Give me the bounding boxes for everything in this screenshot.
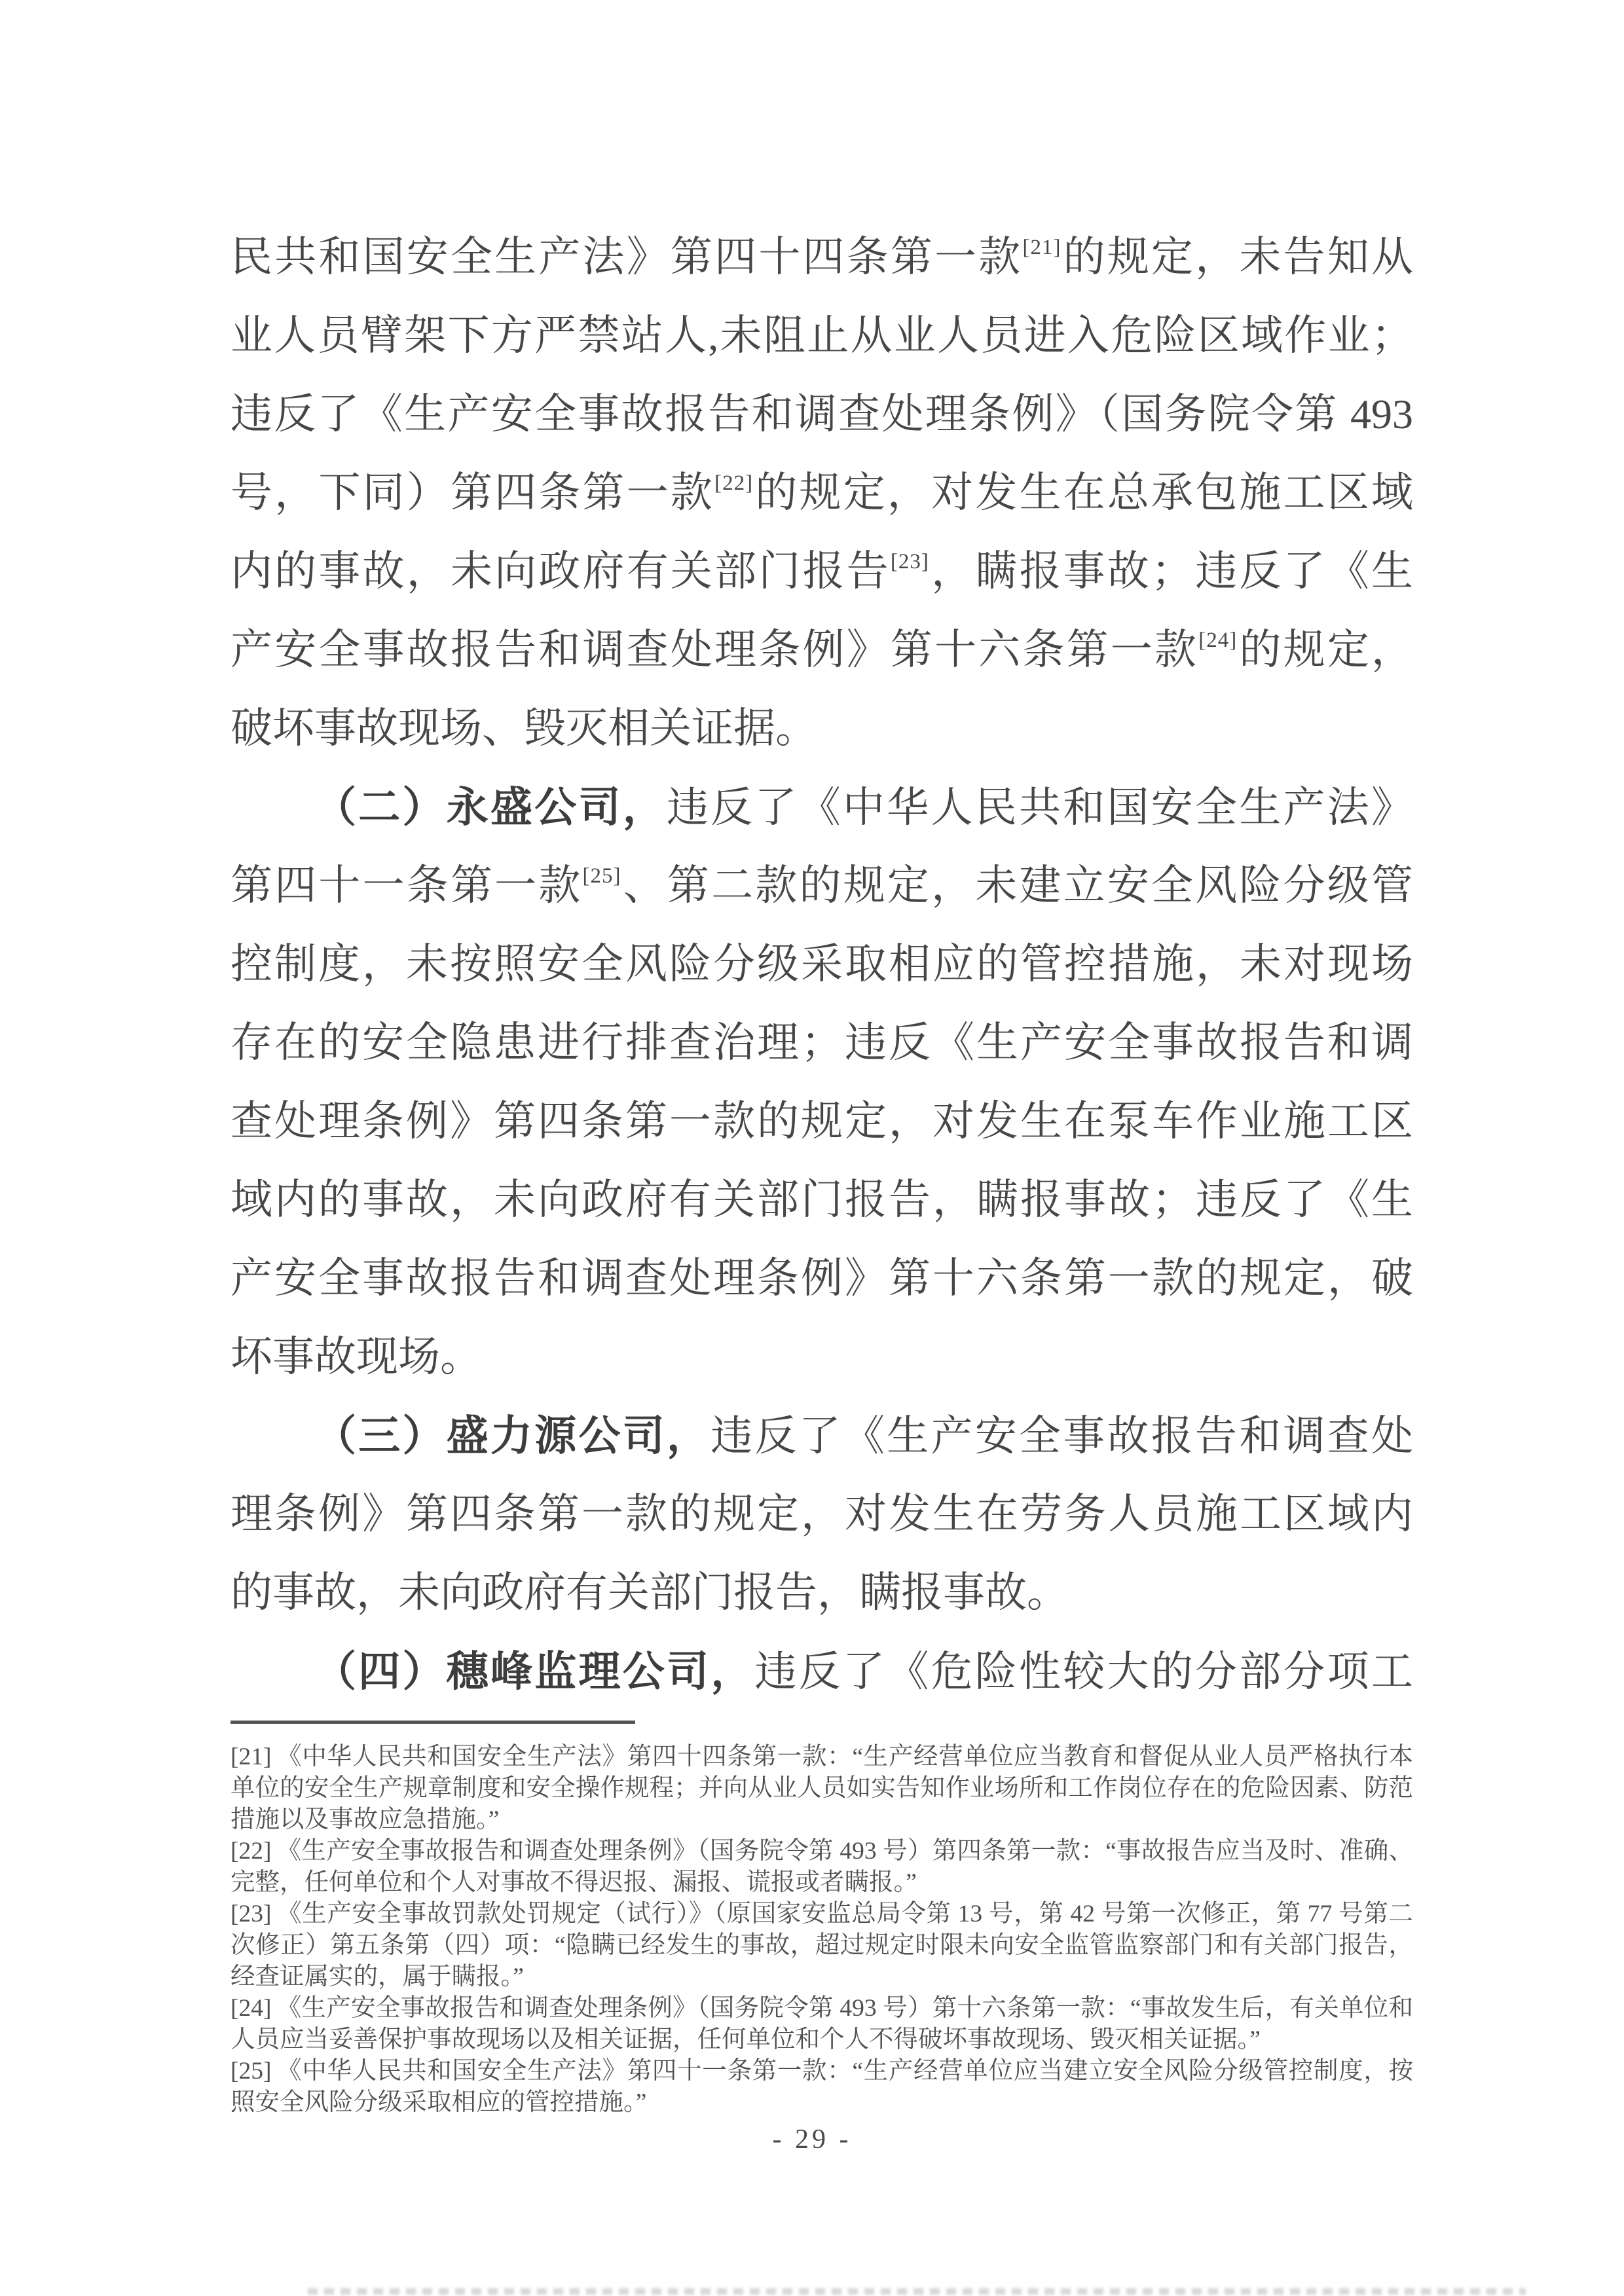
text-run: 破坏事故现场、毁灭相关证据。 (231, 705, 817, 752)
footnote-marker: [22] (231, 1838, 272, 1865)
text-run: ，瞒报事故；违反了《生 (929, 548, 1413, 594)
text-run: 违反了《中华人民共和国安全生产法》 (667, 784, 1413, 831)
text-run: 业人员臂架下方严禁站人,未阻止从业人员进入危险区域作业； (231, 312, 1413, 359)
body-line (231, 1239, 1413, 1318)
footnote-item (231, 1836, 1413, 1899)
bottom-bleed-artifact (308, 2288, 1526, 2295)
footnote-marker: [25] (231, 2058, 272, 2085)
text-run: 产安全事故报告和调查处理条例》第十六条第一款 (231, 627, 1199, 673)
body-line (231, 1396, 1413, 1475)
text-run: 第四十一条第一款 (231, 862, 583, 909)
body-line (231, 375, 1413, 454)
footnote-ref: [21] (1022, 236, 1061, 259)
text-run: 产安全事故报告和调查处理条例》第十六条第一款的规定，破 (231, 1255, 1413, 1302)
text-run: 坏事故现场。 (231, 1334, 482, 1380)
body-line (231, 454, 1413, 532)
footnote-text: 《生产安全事故报告和调查处理条例》（国务院令第 493 号）第四条第一款：“事故报告应当及时、准确、完整，任何单位和个人对事故不得迟报、漏报、谎报或者瞒报。” (231, 1838, 1413, 1896)
company-name-bold: （二）永盛公司， (314, 784, 667, 831)
company-name-bold: （三）盛力源公司， (314, 1412, 711, 1459)
text-run: 的事故，未向政府有关部门报告，瞒报事故。 (231, 1569, 1069, 1616)
body-line (231, 218, 1413, 297)
footnotes-block (231, 1741, 1413, 2119)
text-run: 内的事故，未向政府有关部门报告 (231, 548, 891, 594)
footnote-item (231, 1993, 1413, 2056)
body-line (231, 1004, 1413, 1082)
body-line (231, 297, 1413, 375)
footnote-marker: [21] (231, 1743, 272, 1770)
text-run: 的规定， (1237, 627, 1413, 673)
footnote-separator (231, 1721, 635, 1724)
text-run: 民共和国安全生产法》第四十四条第一款 (231, 234, 1023, 280)
footnote-ref: [24] (1198, 629, 1238, 652)
text-run: 理条例》第四条第一款的规定，对发生在劳务人员施工区域内 (231, 1491, 1413, 1537)
body-line (231, 1082, 1413, 1161)
body-line (231, 689, 1413, 768)
body-line (231, 1632, 1413, 1711)
text-run: 的规定，对发生在总承包施工区域 (753, 469, 1413, 516)
text-run: 查处理条例》第四条第一款的规定，对发生在泵车作业施工区 (231, 1098, 1413, 1144)
body-line (231, 1554, 1413, 1632)
body-line (231, 532, 1413, 611)
body-line (231, 925, 1413, 1004)
footnote-text: 《生产安全事故报告和调查处理条例》（国务院令第 493 号）第十六条第一款：“事故发生后，有关单位和人员应当妥善保护事故现场以及相关证据，任何单位和个人不得破坏事故现场、毁灭相关证据。” (231, 1995, 1413, 2053)
text-run: 控制度，未按照安全风险分级采取相应的管控措施，未对现场 (231, 941, 1413, 987)
footnote-marker: [23] (231, 1901, 272, 1927)
footnote-ref: [23] (890, 550, 929, 574)
body-text-block (231, 218, 1413, 1711)
footnote-ref: [25] (582, 864, 621, 888)
text-run: 违反了《危险性较大的分部分项工 (754, 1649, 1413, 1695)
body-line (231, 1161, 1413, 1239)
footnote-marker: [24] (231, 1995, 272, 2022)
text-run: 域内的事故，未向政府有关部门报告，瞒报事故；违反了《生 (231, 1176, 1413, 1223)
footnote-text: 《中华人民共和国安全生产法》第四十一条第一款：“生产经营单位应当建立安全风险分级管控制度，按照安全风险分级采取相应的管控措施。” (231, 2058, 1413, 2116)
text-run: 违反了《生产安全事故报告和调查处理条例》（国务院令第 493 (231, 391, 1413, 437)
text-run: 号，下同）第四条第一款 (231, 469, 715, 516)
text-run: 、第二款的规定，未建立安全风险分级管 (621, 862, 1413, 909)
page-number: - 29 - (772, 2124, 852, 2155)
footnote-item (231, 1741, 1413, 1836)
body-line (231, 1475, 1413, 1554)
body-line (231, 611, 1413, 689)
company-name-bold: （四）穗峰监理公司， (314, 1648, 755, 1695)
body-line (231, 768, 1413, 847)
text-run: 违反了《生产安全事故报告和调查处 (710, 1413, 1413, 1459)
footnote-text: 《中华人民共和国安全生产法》第四十四条第一款：“生产经营单位应当教育和督促从业人员严格执行本单位的安全生产规章制度和安全操作规程；并向从业人员如实告知作业场所和工作岗位存在的危险因素、防范措施以及事故应急措施。” (231, 1743, 1413, 1833)
footnote-ref: [22] (714, 471, 754, 495)
footnote-text: 《生产安全事故罚款处罚规定（试行）》（原国家安监总局令第 13 号，第 42 号第一次修正，第 77 号第二次修正）第五条第（四）项：“隐瞒已经发生的事故，超过规定时限未向安全监管监察部门和有关部门报告，经查证属实的，属于瞒报。” (231, 1901, 1413, 1990)
body-line (231, 847, 1413, 925)
text-run: 存在的安全隐患进行排查治理；违反《生产安全事故报告和调 (231, 1019, 1413, 1066)
body-line (231, 1318, 1413, 1396)
footnote-item (231, 1899, 1413, 1993)
footnote-item (231, 2056, 1413, 2119)
text-run: 的规定，未告知从 (1061, 234, 1413, 280)
